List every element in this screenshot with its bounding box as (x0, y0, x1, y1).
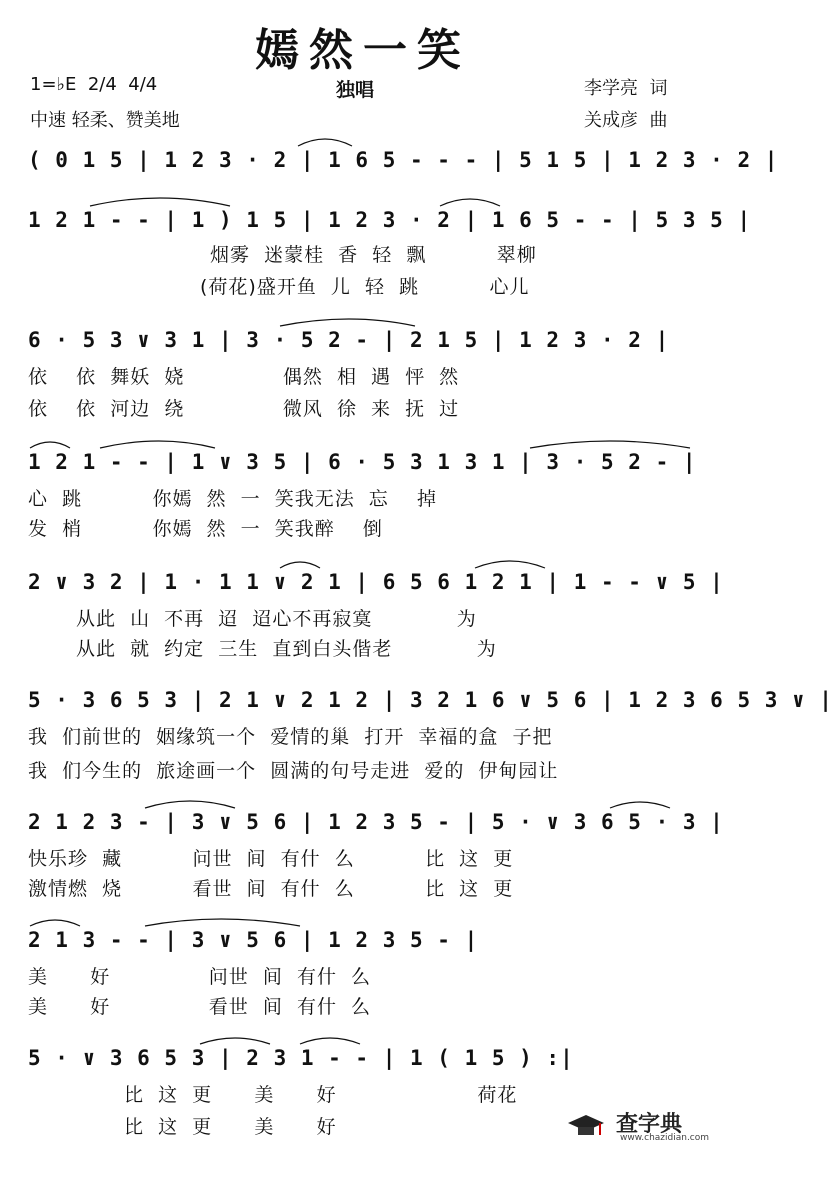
logo-url: www.chazidian.com (620, 1133, 710, 1143)
lyric-verse-2: (荷花)盛开鱼 儿 轻 跳 心儿 (200, 276, 530, 298)
lyric-verse-1: 我 们前世的 姻缘筑一个 爱情的巢 打开 幸福的盒 子把 (28, 726, 553, 748)
notation-line: 2 1 3 - - | 3 ∨ 5 6 | 1 2 3 5 - | (28, 928, 479, 952)
composer-credit: 关成彦 曲 (584, 110, 668, 131)
performance-type: 独唱 (336, 79, 375, 101)
song-title: 嫣然一笑 (255, 25, 471, 76)
tempo-marking: 中速 轻柔、赞美地 (30, 110, 180, 131)
lyric-verse-1: 烟雾 迷蒙桂 香 轻 飘 翠柳 (210, 244, 537, 266)
lyric-verse-1: 依 依 舞妖 娆 偶然 相 遇 怦 然 (28, 366, 460, 388)
lyric-verse-1: 从此 山 不再 迢 迢心不再寂寞 为 (76, 608, 477, 630)
lyric-verse-2: 从此 就 约定 三生 直到白头偕老 为 (76, 638, 497, 660)
notation-line: ( 0 1 5 | 1 2 3 · 2 | 1 6 5 - - - | 5 1 5 | 1 2 3 · 2 | (28, 148, 779, 172)
lyric-verse-2: 我 们今生的 旅途画一个 圆满的句号走进 爱的 伊甸园让 (28, 760, 559, 782)
lyricist-credit: 李学亮 词 (584, 78, 668, 99)
notation-line: 2 ∨ 3 2 | 1 · 1 1 ∨ 2 1 | 6 5 6 1 2 1 | 1 - - ∨ 5 | (28, 570, 724, 594)
notation-line: 2 1 2 3 - | 3 ∨ 5 6 | 1 2 3 5 - | 5 · ∨ 3 6 5 · 3 | (28, 810, 724, 834)
notation-line: 5 · 3 6 5 3 | 2 1 ∨ 2 1 2 | 3 2 1 6 ∨ 5 6 | 1 2 3 6 5 3 ∨ | (28, 688, 833, 712)
lyric-verse-1: 比 这 更 美 好 荷花 (124, 1084, 518, 1106)
lyric-verse-1: 快乐珍 藏 问世 间 有什 么 比 这 更 (28, 848, 514, 870)
lyric-verse-2: 依 依 河边 绕 微风 徐 来 抚 过 (28, 398, 460, 420)
lyric-verse-1: 心 跳 你嫣 然 一 笑我无法 忘 掉 (28, 488, 437, 510)
graduation-cap-icon (566, 1111, 606, 1141)
key-signature: 1=♭E 2/4 4/4 (30, 74, 158, 95)
notation-line: 5 · ∨ 3 6 5 3 | 2 3 1 - - | 1 ( 1 5 ) :| (28, 1046, 574, 1070)
lyric-verse-2: 发 梢 你嫣 然 一 笑我醉 倒 (28, 518, 383, 540)
lyric-verse-2: 美 好 看世 间 有什 么 (28, 996, 372, 1018)
site-logo (562, 1105, 712, 1147)
notation-line: 1 2 1 - - | 1 ) 1 5 | 1 2 3 · 2 | 1 6 5 - - | 5 3 5 | (28, 208, 752, 232)
lyric-verse-1: 美 好 问世 间 有什 么 (28, 966, 372, 988)
notation-line: 1 2 1 - - | 1 ∨ 3 5 | 6 · 5 3 1 3 1 | 3 · 5 2 - | (28, 450, 697, 474)
lyric-verse-2: 激情燃 烧 看世 间 有什 么 比 这 更 (28, 878, 514, 900)
notation-line: 6 · 5 3 ∨ 3 1 | 3 · 5 2 - | 2 1 5 | 1 2 3 · 2 | (28, 328, 670, 352)
lyric-verse-2: 比 这 更 美 好 (124, 1116, 337, 1138)
logo-name: 查字典 (616, 1112, 683, 1137)
